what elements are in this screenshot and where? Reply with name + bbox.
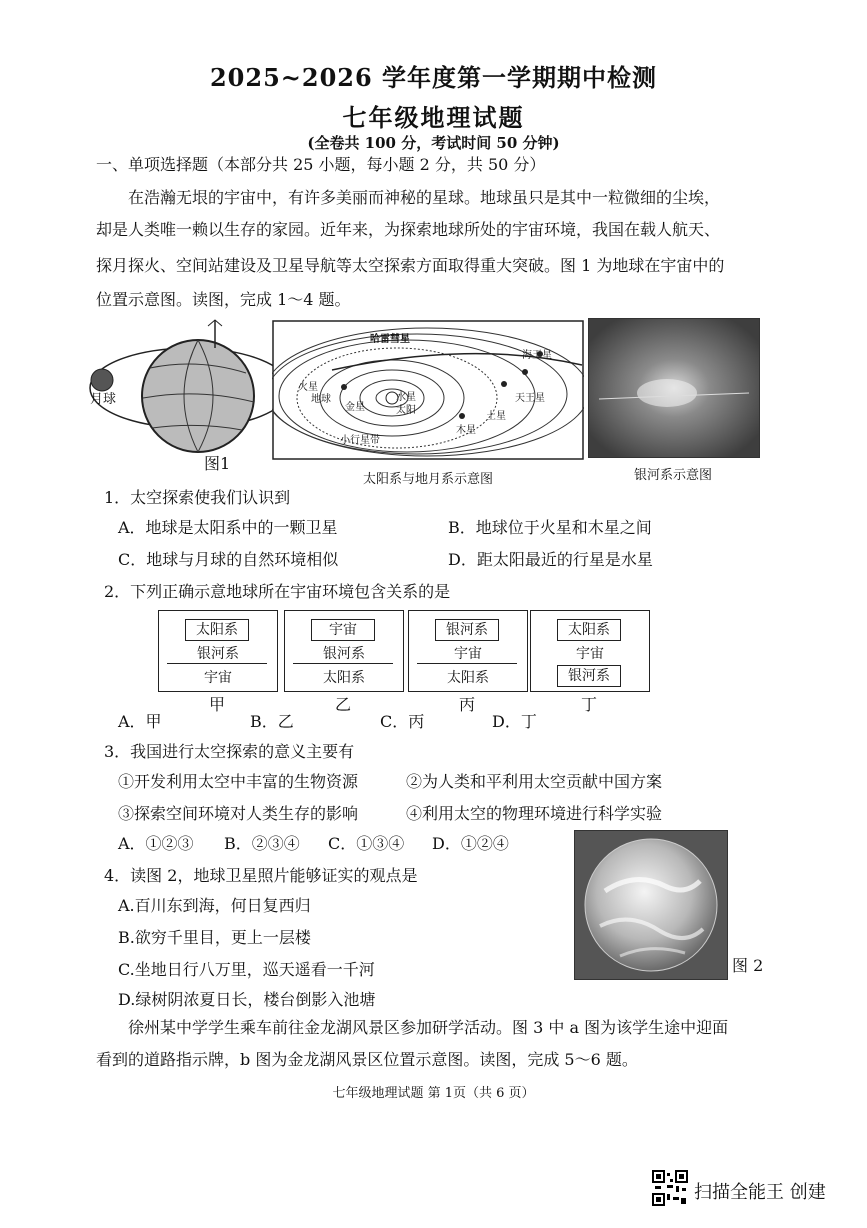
earth-dot-icon xyxy=(341,384,347,390)
q2-diagram-bing xyxy=(408,610,528,692)
intro-line-4: 位置示意图。读图，完成 1～4 题。 xyxy=(96,290,351,309)
watermark-text: 扫描全能王 创建 xyxy=(694,1182,826,1203)
figure2-label: 图 2 xyxy=(732,956,764,975)
q4-option-d: D.绿树阴浓夏日长，楼台倒影入池塘 xyxy=(118,990,376,1009)
q3-option-a: A．①②③ xyxy=(118,834,194,853)
q4-option-c: C.坐地日行八万里，巡天遥看一千河 xyxy=(118,960,375,979)
q4-option-a: A.百川东到海，何日复西归 xyxy=(118,896,311,915)
q2-option-c: C．丙 xyxy=(380,712,425,731)
venus-label: 金星 xyxy=(345,402,365,413)
exam-title: 2025~2026 学年度第一学期期中检测 xyxy=(209,63,658,92)
q3-statement-3: ③探索空间环境对人类生存的影响 xyxy=(118,804,359,823)
page-footer: 七年级地理试题 第 1页（共 6 页） xyxy=(332,1086,535,1101)
q2-option-d: D．丁 xyxy=(492,712,537,731)
intro-line-2: 却是人类唯一赖以生存的家园。近年来，为探索地球所处的宇宙环境，我国在载人航天、 xyxy=(96,220,721,239)
q3-statement-2: ②为人类和平利用太空贡献中国方案 xyxy=(406,772,663,791)
q2-jia-outer: 宇宙 xyxy=(204,670,232,686)
q4-option-b: B.欲穷千里目，更上一层楼 xyxy=(118,928,311,947)
q1-option-c: C．地球与月球的自然环境相似 xyxy=(118,550,339,569)
q2-ding-mid: 宇宙 xyxy=(576,646,604,662)
q1-option-a: A．地球是太阳系中的一颗卫星 xyxy=(118,518,338,537)
q3-option-b: B．②③④ xyxy=(224,834,300,853)
q3-statement-4: ④利用太空的物理环境进行科学实验 xyxy=(406,804,663,823)
exam-subtitle: 七年级地理试题 xyxy=(342,103,525,132)
q2-ding-label: 丁 xyxy=(580,695,597,714)
section2-intro-2: 看到的道路指示牌，b 图为金龙湖风景区位置示意图。读图，完成 5～6 题。 xyxy=(96,1050,638,1069)
q2-bing-mid: 宇宙 xyxy=(454,646,482,662)
earth-satellite-photo xyxy=(574,830,728,980)
q4-stem: 4．读图 2，地球卫星照片能够证实的观点是 xyxy=(104,866,418,885)
q3-option-d: D．①②④ xyxy=(432,834,509,853)
q3-statement-1: ①开发利用太空中丰富的生物资源 xyxy=(118,772,359,791)
q2-bing-outer: 太阳系 xyxy=(447,670,489,686)
q2-diagram-ding xyxy=(530,610,650,692)
galaxy-caption: 银河系示意图 xyxy=(633,468,712,483)
q2-stem: 2．下列正确示意地球所在宇宙环境包含关系的是 xyxy=(104,582,451,601)
uranus-dot-icon xyxy=(522,369,528,375)
mercury-label: 水星 xyxy=(396,392,416,403)
q2-yi-inner: 宇宙 xyxy=(311,619,375,641)
galaxy-photo xyxy=(588,318,760,458)
q2-yi-mid: 银河系 xyxy=(323,646,365,662)
neptune-label: 海王星 xyxy=(522,350,552,361)
q1-stem: 1．太空探索使我们认识到 xyxy=(104,488,291,507)
figure1-label: 图1 xyxy=(204,454,231,473)
q2-yi-outer: 太阳系 xyxy=(323,670,365,686)
q2-yi-label: 乙 xyxy=(334,695,351,714)
moon-label: 月球 xyxy=(90,392,117,407)
q2-ding-outer: 银河系 xyxy=(557,665,621,687)
q1-option-b: B．地球位于火星和木星之间 xyxy=(448,518,652,537)
q2-option-b: B．乙 xyxy=(250,712,294,731)
section2-intro-1: 徐州某中学学生乘车前往金龙湖风景区参加研学活动。图 3 中 a 图为该学生途中迎面 xyxy=(128,1018,729,1037)
q3-option-c: C．①③④ xyxy=(328,834,405,853)
intro-line-3: 探月探火、空间站建设及卫星导航等太空探索方面取得重大突破。图 1 为地球在宇宙中的 xyxy=(96,256,725,275)
section-heading: 一、单项选择题（本部分共 25 小题，每小题 2 分，共 50 分） xyxy=(96,155,546,174)
q1-option-d: D．距太阳最近的行星是水星 xyxy=(448,550,653,569)
saturn-label: 土星 xyxy=(486,411,506,422)
q2-bing-inner: 银河系 xyxy=(435,619,499,641)
q3-stem: 3．我国进行太空探索的意义主要有 xyxy=(104,742,355,761)
q2-option-a: A．甲 xyxy=(118,712,162,731)
q2-diagram-yi xyxy=(284,610,404,692)
qr-code-icon xyxy=(652,1170,688,1206)
q2-jia-mid: 银河系 xyxy=(197,646,239,662)
jupiter-label: 木星 xyxy=(456,425,476,436)
q2-jia-inner: 太阳系 xyxy=(185,619,249,641)
solar-caption: 太阳系与地月系示意图 xyxy=(362,472,493,487)
q2-bing-label: 丙 xyxy=(458,695,475,714)
q2-ding-inner: 太阳系 xyxy=(557,619,621,641)
exam-note: (全卷共 100 分，考试时间 50 分钟) xyxy=(307,134,560,152)
uranus-label: 天王星 xyxy=(515,393,545,404)
intro-line-1: 在浩瀚无垠的宇宙中，有许多美丽而神秘的星球。地球虽只是其中一粒微细的尘埃， xyxy=(128,188,721,207)
saturn-dot-icon xyxy=(501,381,507,387)
asteroid-belt-label: 小行星带 xyxy=(340,435,380,446)
sun-label: 太阳 xyxy=(396,405,416,416)
jupiter-dot-icon xyxy=(459,413,465,419)
q2-diagram-jia xyxy=(158,610,278,692)
earth-label: 地球 xyxy=(311,394,331,405)
q2-jia-label: 甲 xyxy=(208,695,225,714)
comet-label: 哈雷彗星 xyxy=(370,334,410,345)
mars-label: 火星 xyxy=(298,382,318,393)
